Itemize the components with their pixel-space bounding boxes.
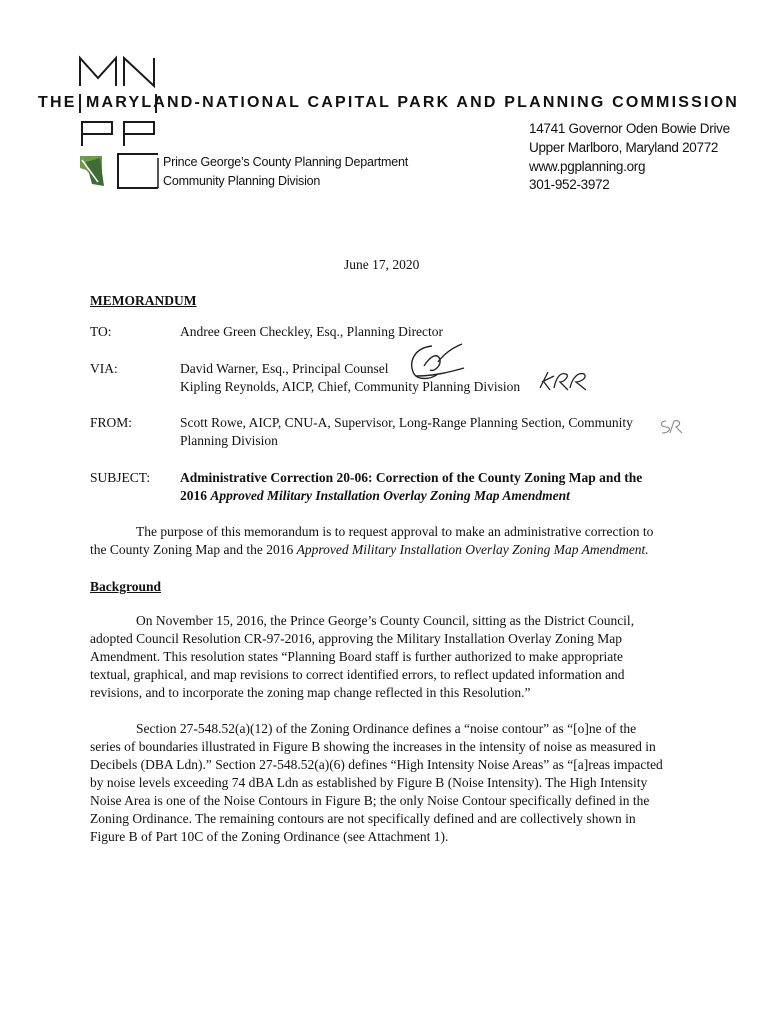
para2-line: by noise levels exceeding 74 dBA Ldn as established by Figure B (Noise Intensity). The High Intensity <box>90 775 648 790</box>
department-name: Prince George’s County Planning Department <box>163 155 408 169</box>
division-name: Community Planning Division <box>163 174 321 188</box>
via-line-2: Kipling Reynolds, AICP, Chief, Community Planning Division <box>180 379 521 394</box>
from-line-1: Scott Rowe, AICP, CNU-A, Supervisor, Long-Range Planning Section, Community <box>180 415 633 430</box>
memo-heading: MEMORANDUM <box>90 293 197 308</box>
signature-initials-kr <box>536 368 590 392</box>
to-value: Andree Green Checkley, Esq., Planning Director <box>180 324 444 339</box>
logo-letter-m <box>80 58 116 86</box>
intro-line-2-title: Approved Military Installation Overlay Zoning Map Amendment. <box>296 542 649 557</box>
subject-label: SUBJECT: <box>90 470 151 485</box>
para1-line: Amendment. This resolution states “Planning Board staff is further authorized to make appropriate <box>90 649 623 664</box>
logo-letter-c <box>118 154 158 188</box>
para1-line: adopted Council Resolution CR-97-2016, approving the Military Installation Overlay Zoning Map <box>90 631 623 646</box>
address-line-1: 14741 Governor Oden Bowie Drive <box>529 121 730 136</box>
memo-date: June 17, 2020 <box>344 257 420 272</box>
from-line-2: Planning Division <box>180 433 278 448</box>
intro-line-2 <box>90 541 649 560</box>
commission-prefix: THE <box>38 94 77 111</box>
subject-line-2-title: Approved Military Installation Overlay Zoning Map Amendment <box>210 488 570 503</box>
signature-initials-dw <box>404 340 466 384</box>
logo-letter-p-right <box>124 122 154 146</box>
para2-line: Decibels (DBA Ldn).” Section 27-548.52(a)(6) defines “High Intensity Noise Areas” as “[a]reas impacted <box>90 757 663 772</box>
address-line-2: Upper Marlboro, Maryland 20772 <box>529 140 719 155</box>
leaf-mark-icon <box>80 156 104 186</box>
para2-line: Noise Area is one of the Noise Contours in Figure B; the only Noise Contour specifically defined in the <box>90 793 650 808</box>
subject-line-2 <box>180 487 570 506</box>
para2-line: Zoning Ordinance. The remaining contours are not specifically defined and are collectively shown in <box>90 811 636 826</box>
website: www.pgplanning.org <box>529 159 646 174</box>
signature-initials-sr <box>656 417 686 437</box>
para1-line: On November 15, 2016, the Prince George’s County Council, sitting as the District Council, <box>136 613 635 628</box>
intro-line-2-prefix: the County Zoning Map and the 2016 <box>90 542 297 557</box>
via-label: VIA: <box>90 361 118 376</box>
para1-line: textual, graphical, and map revisions to correct identified errors, to reflect updated information and <box>90 667 625 682</box>
to-label: TO: <box>90 324 112 339</box>
subject-line-1: Administrative Correction 20-06: Correction of the County Zoning Map and the <box>180 470 643 485</box>
logo-letter-n <box>124 58 154 86</box>
para2-line: Figure B of Part 10C of the Zoning Ordinance (see Attachment 1). <box>90 829 449 844</box>
phone-number: 301-952-3972 <box>529 177 610 192</box>
subject-line-2-prefix: 2016 <box>180 488 211 503</box>
para2-line: Section 27-548.52(a)(12) of the Zoning Ordinance defines a “noise contour” as “[o]ne of the <box>136 721 637 736</box>
commission-name: MARYLAND-NATIONAL CAPITAL PARK AND PLANNING COMMISSION <box>86 94 740 111</box>
from-label: FROM: <box>90 415 133 430</box>
intro-line-1: The purpose of this memorandum is to request approval to make an administrative correction to <box>136 524 654 539</box>
logo-letter-p-left <box>82 122 112 146</box>
para2-line: series of boundaries illustrated in Figure B showing the increases in the intensity of noise as measured in <box>90 739 656 754</box>
via-line-1: David Warner, Esq., Principal Counsel <box>180 361 389 376</box>
background-heading: Background <box>90 579 162 594</box>
para1-line: revisions, and to incorporate the zoning map change reflected in this Resolution.” <box>90 685 531 700</box>
